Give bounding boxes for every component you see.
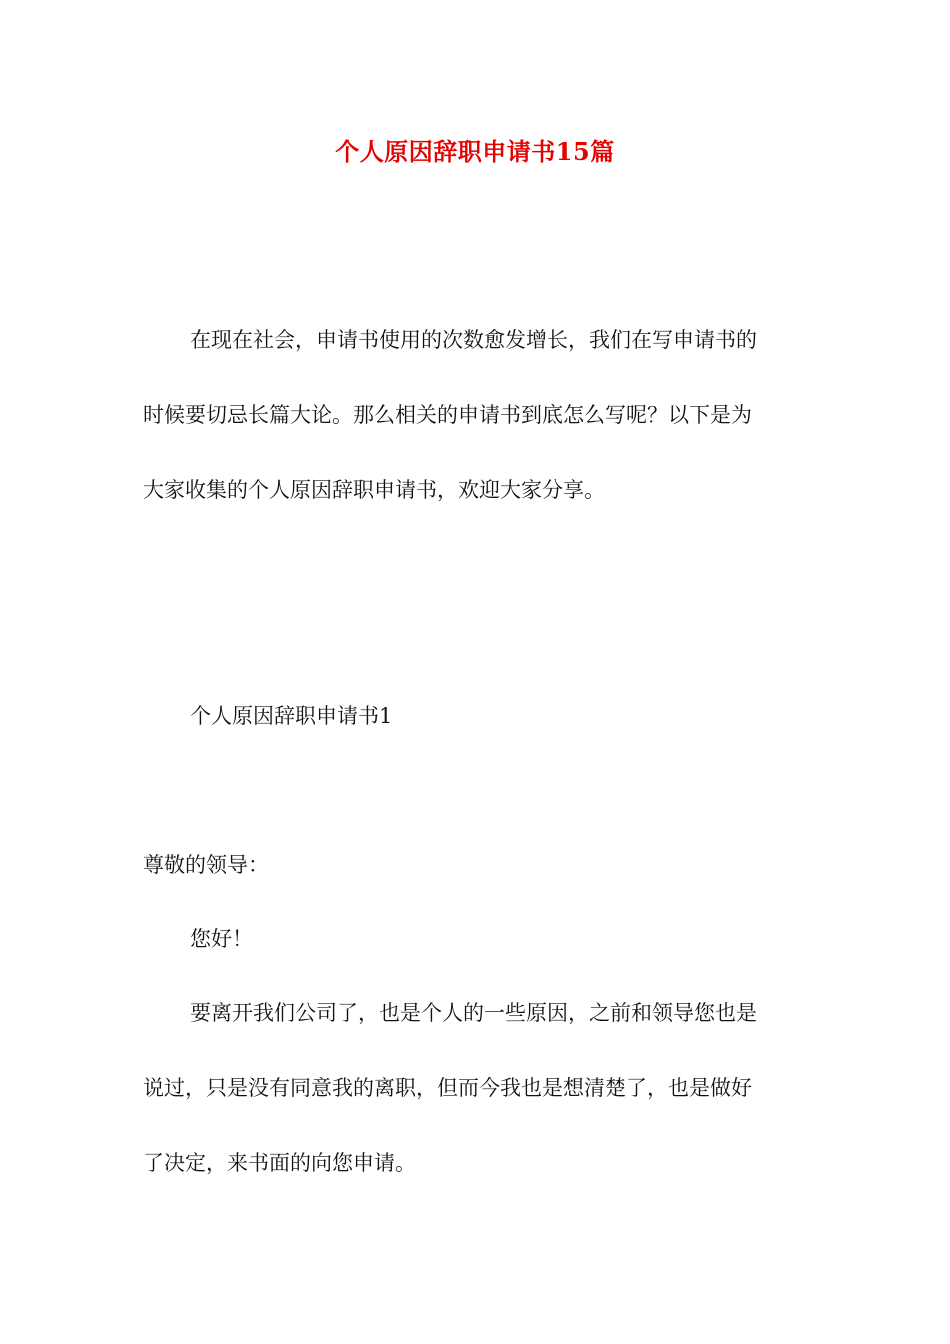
greeting: 您好！ (190, 927, 253, 951)
body-line-2: 说过，只是没有同意我的离职，但而今我也是想清楚了，也是做好 (143, 1076, 752, 1100)
section-heading: 个人原因辞职申请书1 (190, 704, 393, 728)
body-line-1: 要离开我们公司了，也是个人的一些原因，之前和领导您也是 (190, 1001, 757, 1025)
body-line-3: 了决定，来书面的向您申请。 (143, 1151, 416, 1175)
intro-line-2: 时候要切忌长篇大论。那么相关的申请书到底怎么写呢？以下是为 (143, 403, 752, 427)
document-title: 个人原因辞职申请书15篇 (335, 137, 615, 166)
intro-line-1: 在现在社会，申请书使用的次数愈发增长，我们在写申请书的 (190, 328, 757, 352)
salutation: 尊敬的领导： (143, 853, 269, 877)
intro-line-3: 大家收集的个人原因辞职申请书，欢迎大家分享。 (143, 478, 605, 502)
